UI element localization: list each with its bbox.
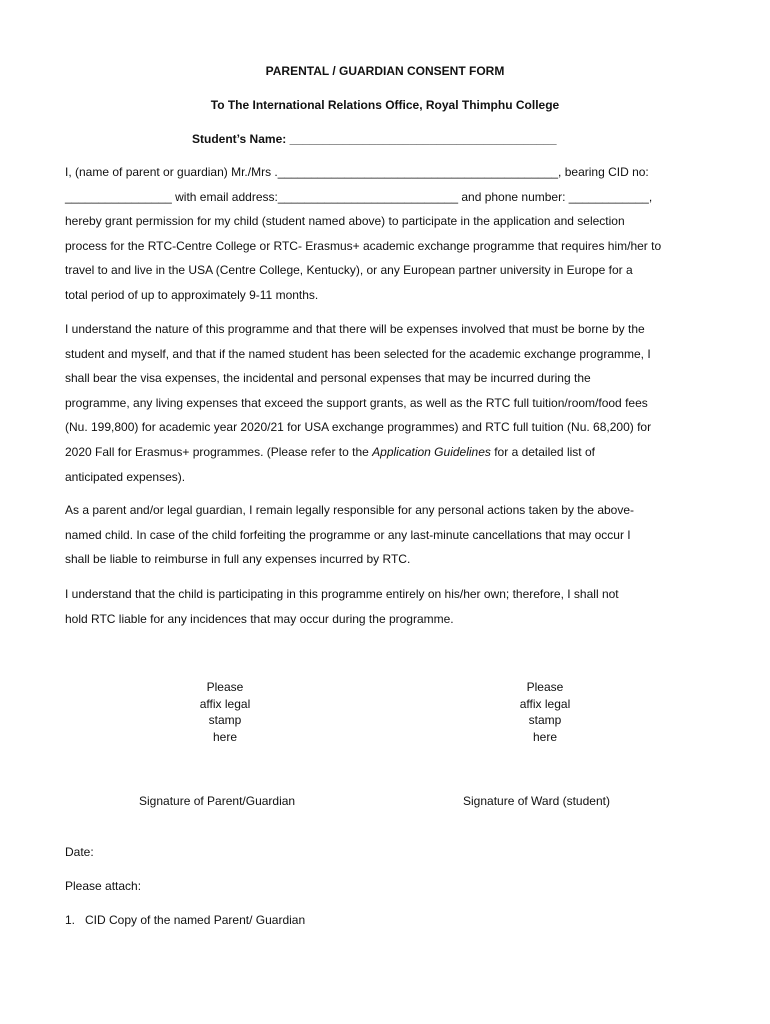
signature-parent-label: Signature of Parent/Guardian [139, 794, 296, 808]
para3-line: named child. In case of the child forfeiting the programme or any last-minute cancellations that may occur I [65, 527, 631, 542]
para1-line: I, (name of parent or guardian) Mr./Mrs .__________________________________________, bearing CID no: [65, 165, 649, 179]
attach-item: 1. CID Copy of the named Parent/ Guardian [65, 913, 306, 927]
liability-paragraph [65, 582, 705, 631]
signature-ward-label: Signature of Ward (student) [463, 794, 610, 808]
para2-line: student and myself, and that if the named student has been selected for the academic exchange programme, I [65, 346, 651, 361]
stamp-area-parent [165, 679, 285, 745]
responsibility-paragraph [65, 498, 705, 572]
student-name-line: Student’s Name: ________________________________________ [192, 132, 557, 146]
para2-line: programme, any living expenses that exceed the support grants, as well as the RTC full tuition/room/food fees [65, 395, 648, 410]
para3-line: As a parent and/or legal guardian, I remain legally responsible for any personal actions taken by the above- [65, 503, 635, 517]
stamp-text: affix legal [199, 696, 251, 711]
para1-line: total period of up to approximately 9-11 months. [65, 287, 319, 302]
para2-line: I understand the nature of this programme and that there will be expenses involved that must be borne by the [65, 322, 645, 336]
stamp-text: stamp [208, 713, 242, 727]
para3-line: shall be liable to reimburse in full any expenses incurred by RTC. [65, 552, 411, 567]
para2-text: for a detailed list of [490, 444, 595, 459]
para1-line: travel to and live in the USA (Centre College, Kentucky), or any European partner university in Europe for a [65, 263, 633, 278]
para1-line: ________________ with email address:___________________________ and phone number: ____________, [65, 189, 653, 204]
application-guidelines-reference: Application Guidelines [372, 444, 491, 459]
para1-line: process for the RTC-Centre College or RTC- Erasmus+ academic exchange programme that requires him/her to [65, 238, 662, 253]
stamp-text: stamp [528, 713, 562, 727]
para2-line: shall bear the visa expenses, the incidental and personal expenses that may be incurred during the [65, 371, 591, 386]
attach-label: Please attach: [65, 879, 142, 893]
expenses-paragraph [65, 317, 705, 489]
stamp-text: here [532, 729, 558, 744]
form-addressee: To The International Relations Office, Royal Thimphu College [210, 98, 560, 112]
para2-line [65, 440, 705, 465]
stamp-area-ward [485, 679, 605, 745]
para1-line: hereby grant permission for my child (student named above) to participate in the application and selection [65, 214, 625, 229]
para2-line: (Nu. 199,800) for academic year 2020/21 for USA exchange programmes) and RTC full tuition (Nu. 68,200) for [65, 420, 652, 435]
stamp-text: here [212, 729, 238, 744]
para2-text: 2020 Fall for Erasmus+ programmes. (Please refer to the [65, 444, 373, 459]
para4-line: hold RTC liable for any incidences that may occur during the programme. [65, 611, 454, 626]
stamp-text: Please [206, 680, 244, 694]
para4-line: I understand that the child is participating in this programme entirely on his/her own; therefore, I shall not [65, 587, 619, 601]
para2-line: anticipated expenses). [65, 469, 186, 484]
stamp-text: affix legal [519, 696, 571, 711]
date-label: Date: [65, 845, 94, 859]
permission-paragraph [65, 160, 705, 308]
form-title: PARENTAL / GUARDIAN CONSENT FORM [265, 64, 505, 78]
stamp-text: Please [526, 680, 564, 694]
